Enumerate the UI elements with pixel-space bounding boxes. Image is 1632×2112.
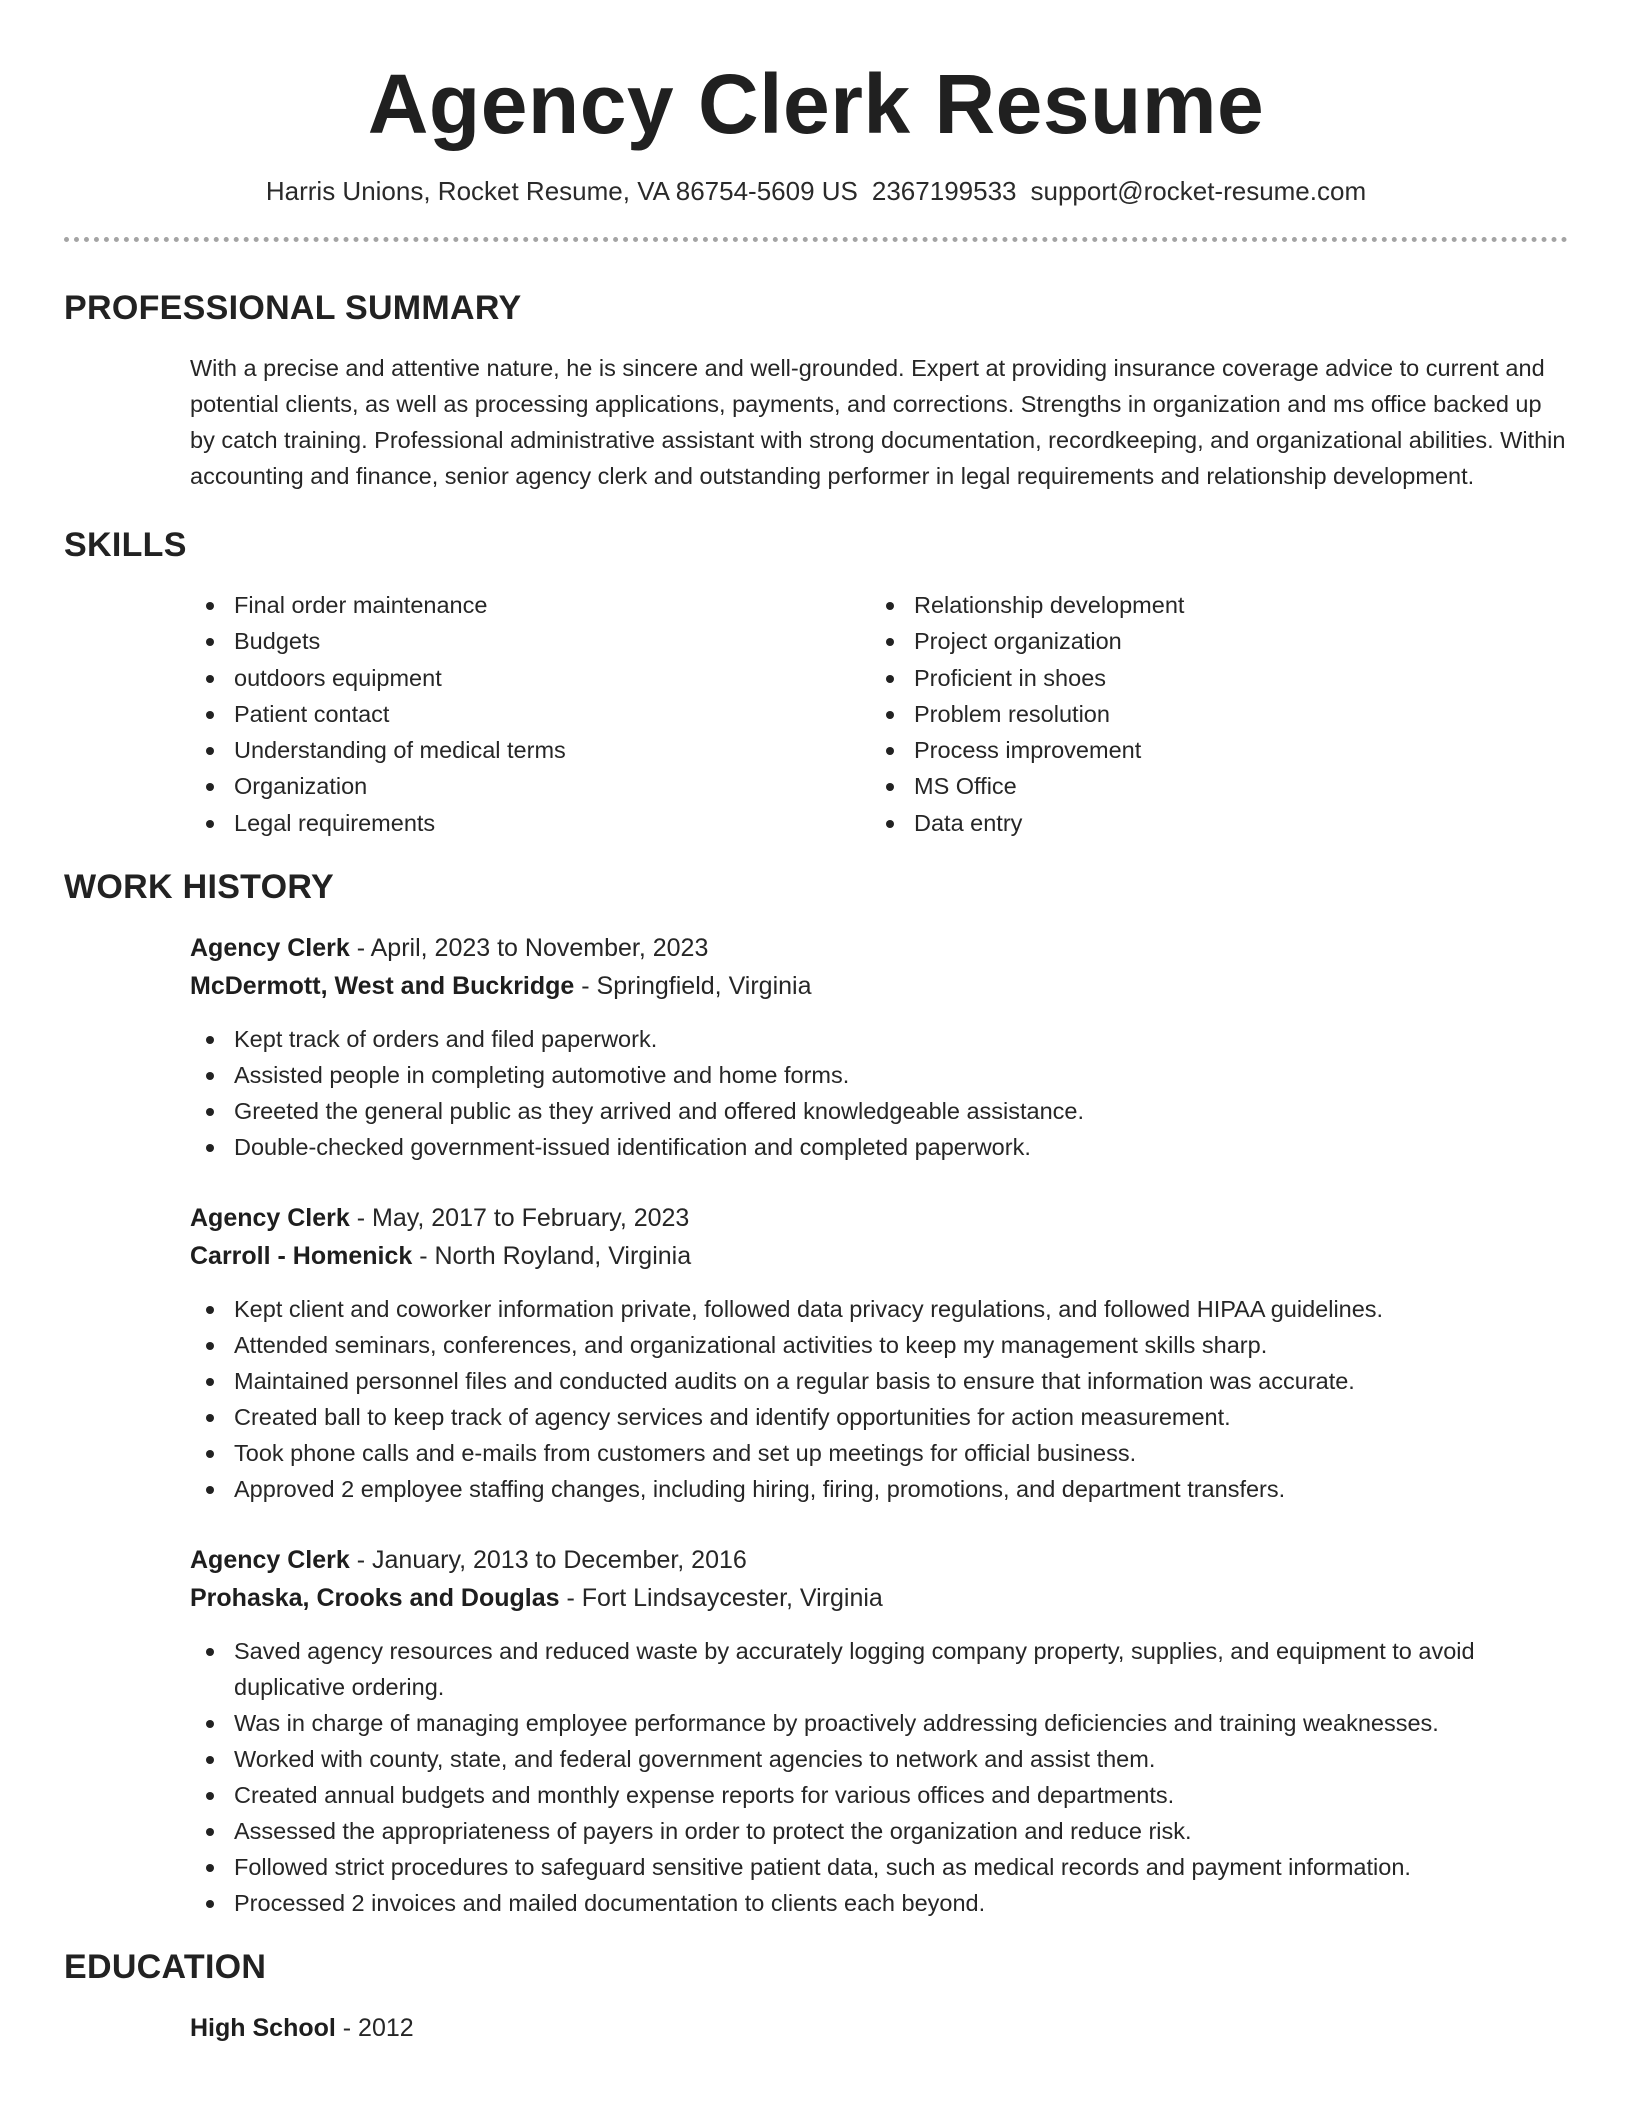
job-duties bbox=[190, 1291, 1568, 1507]
job-company-line bbox=[190, 1579, 1568, 1617]
job-title-line bbox=[190, 929, 1568, 967]
job-location: - Fort Lindsaycester, Virginia bbox=[559, 1584, 883, 1613]
skill-item: outdoors equipment bbox=[190, 660, 870, 696]
skill-item: Problem resolution bbox=[870, 696, 1550, 732]
work-history-heading: WORK HISTORY bbox=[64, 868, 334, 907]
job-duties bbox=[190, 1633, 1568, 1921]
job-duty: Kept track of orders and filed paperwork. bbox=[190, 1021, 1568, 1057]
skills-column-left bbox=[190, 587, 870, 841]
skill-item: Organization bbox=[190, 768, 870, 804]
job-duty: Attended seminars, conferences, and organizational activities to keep my management skills sharp. bbox=[190, 1327, 1568, 1363]
skill-item: Budgets bbox=[190, 623, 870, 659]
skill-item: Proficient in shoes bbox=[870, 660, 1550, 696]
job-company: Carroll - Homenick bbox=[190, 1242, 413, 1271]
skill-item: MS Office bbox=[870, 768, 1550, 804]
education-entry bbox=[190, 2009, 1568, 2047]
work-history-section bbox=[190, 929, 1568, 1921]
job-company-line bbox=[190, 967, 1568, 1005]
job-duty: Created ball to keep track of agency services and identify opportunities for action measurement. bbox=[190, 1399, 1568, 1435]
job-dates: - May, 2017 to February, 2023 bbox=[349, 1204, 690, 1233]
job-entry bbox=[190, 929, 1568, 1165]
summary-heading: PROFESSIONAL SUMMARY bbox=[64, 289, 522, 327]
job-company-line bbox=[190, 1237, 1568, 1275]
contact-phone: 2367199533 bbox=[871, 176, 1017, 206]
skill-item: Legal requirements bbox=[190, 805, 870, 841]
job-title: Agency Clerk bbox=[190, 934, 350, 963]
skill-item: Process improvement bbox=[870, 732, 1550, 768]
skills-column-right bbox=[870, 587, 1550, 841]
header-divider bbox=[64, 237, 1568, 242]
skill-item: Patient contact bbox=[190, 696, 870, 732]
skill-item: Data entry bbox=[870, 805, 1550, 841]
summary-text: With a precise and attentive nature, he is sincere and well-grounded. Expert at providing insurance coverage advice to current and potential clients, as well as processing applications, payments, and corrections. Strengths in organization and ms office backed up by catch training. Professional administrative assistant with strong documentation, recordkeeping, and organizational abilities. Within accounting and finance, senior agency clerk and outstanding performer in legal requirements and relationship development. bbox=[190, 355, 1566, 489]
job-duty: Double-checked government-issued identification and completed paperwork. bbox=[190, 1129, 1568, 1165]
skill-item: Final order maintenance bbox=[190, 587, 870, 623]
job-duty: Assisted people in completing automotive and home forms. bbox=[190, 1057, 1568, 1093]
education-heading: EDUCATION bbox=[64, 1948, 267, 1987]
job-title-line bbox=[190, 1541, 1568, 1579]
education-section bbox=[190, 2009, 1568, 2047]
job-dates: - April, 2023 to November, 2023 bbox=[349, 934, 709, 963]
job-entry bbox=[190, 1199, 1568, 1507]
job-duty: Followed strict procedures to safeguard sensitive patient data, such as medical records and payment information. bbox=[190, 1849, 1568, 1885]
contact-line bbox=[64, 174, 1568, 208]
job-title-line bbox=[190, 1199, 1568, 1237]
job-entry bbox=[190, 1541, 1568, 1921]
job-duty: Maintained personnel files and conducted audits on a regular basis to ensure that information was accurate. bbox=[190, 1363, 1568, 1399]
job-duty: Kept client and coworker information private, followed data privacy regulations, and followed HIPAA guidelines. bbox=[190, 1291, 1568, 1327]
skill-item: Project organization bbox=[870, 623, 1550, 659]
job-title: Agency Clerk bbox=[190, 1546, 350, 1575]
job-duty: Saved agency resources and reduced waste by accurately logging company property, supplies, and equipment to avoid duplicative ordering. bbox=[190, 1633, 1568, 1705]
job-dates: - January, 2013 to December, 2016 bbox=[349, 1546, 747, 1575]
skills-list bbox=[190, 587, 1568, 841]
job-duty: Took phone calls and e-mails from customers and set up meetings for official business. bbox=[190, 1435, 1568, 1471]
contact-email: support@rocket-resume.com bbox=[1030, 176, 1367, 206]
job-duty: Was in charge of managing employee performance by proactively addressing deficiencies and training weaknesses. bbox=[190, 1705, 1568, 1741]
job-duty: Assessed the appropriateness of payers in order to protect the organization and reduce risk. bbox=[190, 1813, 1568, 1849]
job-duty: Created annual budgets and monthly expense reports for various offices and departments. bbox=[190, 1777, 1568, 1813]
job-duty: Approved 2 employee staffing changes, including hiring, firing, promotions, and department transfers. bbox=[190, 1471, 1568, 1507]
job-title: Agency Clerk bbox=[190, 1204, 350, 1233]
resume-title: Agency Clerk Resume bbox=[367, 57, 1265, 151]
skills-heading: SKILLS bbox=[64, 526, 187, 564]
job-company: McDermott, West and Buckridge bbox=[190, 972, 575, 1001]
job-duty: Greeted the general public as they arrived and offered knowledgeable assistance. bbox=[190, 1093, 1568, 1129]
education-year: - 2012 bbox=[335, 2014, 414, 2043]
education-degree: High School bbox=[190, 2014, 336, 2043]
summary-section bbox=[190, 350, 1568, 494]
job-location: - Springfield, Virginia bbox=[574, 972, 812, 1001]
skill-item: Understanding of medical terms bbox=[190, 732, 870, 768]
job-company: Prohaska, Crooks and Douglas bbox=[190, 1584, 560, 1613]
job-duties bbox=[190, 1021, 1568, 1165]
skill-item: Relationship development bbox=[870, 587, 1550, 623]
job-duty: Worked with county, state, and federal government agencies to network and assist them. bbox=[190, 1741, 1568, 1777]
contact-address: Harris Unions, Rocket Resume, VA 86754-5609 US bbox=[265, 176, 858, 206]
job-location: - North Royland, Virginia bbox=[412, 1242, 692, 1271]
job-duty: Processed 2 invoices and mailed documentation to clients each beyond. bbox=[190, 1885, 1568, 1921]
